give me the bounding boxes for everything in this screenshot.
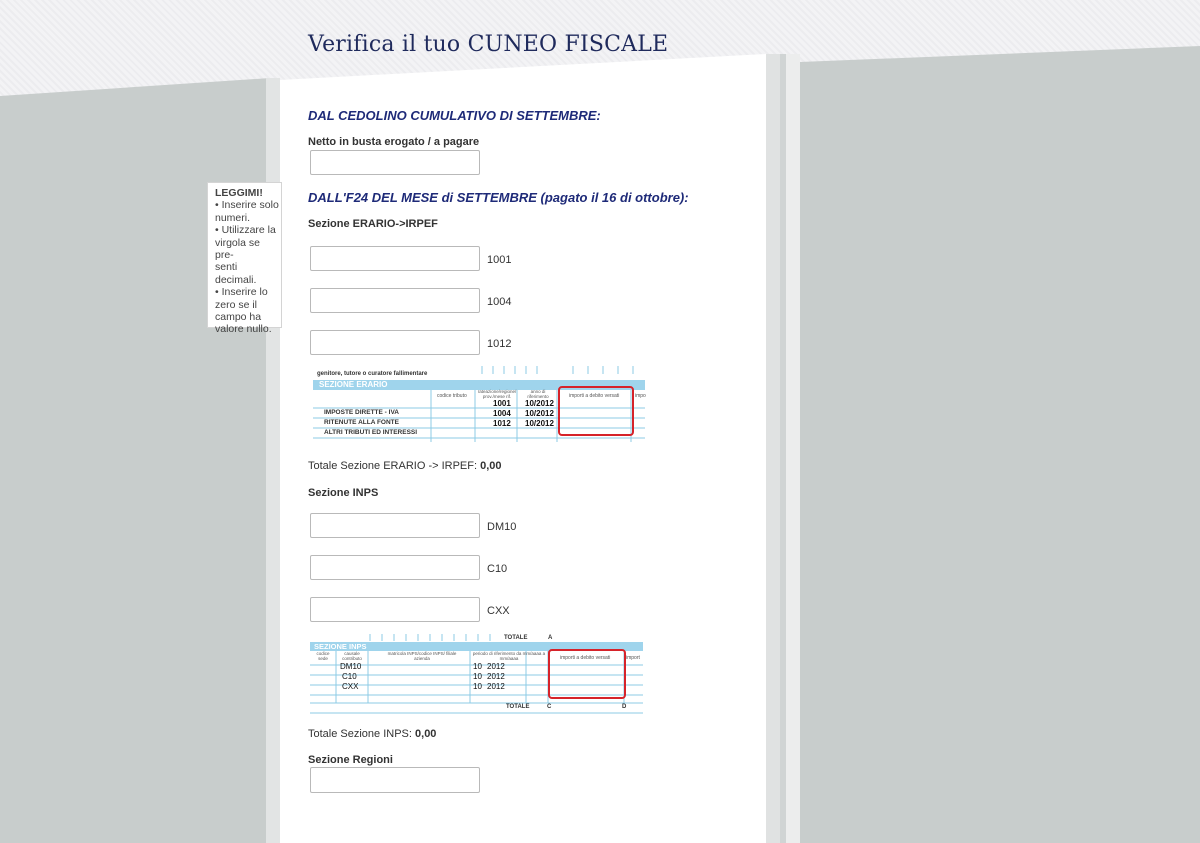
leggimi-line: • Utilizzare la (215, 224, 276, 237)
f24-inps-year: 2012 (487, 672, 505, 681)
f24-erario-year: 10/2012 (525, 419, 554, 428)
f24-erario-code: 1004 (493, 409, 511, 418)
erario-label: Sezione ERARIO->IRPEF (308, 218, 438, 230)
f24-erario-code: 1012 (493, 419, 511, 428)
cedolino-heading: DAL CEDOLINO CUMULATIVO DI SETTEMBRE: (308, 108, 601, 123)
inps-c10-input[interactable] (310, 555, 480, 580)
netto-label: Netto in busta erogato / a pagare (308, 136, 480, 148)
f24-erario-row-label: IMPOSTE DIRETTE - IVA (324, 409, 399, 416)
f24-inps-year: 2012 (487, 662, 505, 671)
f24-inps-top-a: A (548, 635, 553, 641)
erario-code-1001: 1001 (487, 254, 512, 266)
f24-erario-col-codice: codice tributo (437, 393, 467, 399)
erario-total-label: Totale Sezione ERARIO -> IRPEF: (308, 460, 478, 472)
f24-inps-causale: C10 (342, 672, 357, 681)
f24-erario-col-importi: importi a debito versati (569, 393, 620, 399)
f24-erario-band-title: SEZIONE ERARIO (319, 380, 388, 389)
inps-code-cxx: CXX (487, 605, 510, 617)
regioni-input[interactable] (310, 767, 480, 793)
f24-inps-bottom-c: C (547, 704, 552, 710)
f24-erario-col-importi-cut: impo (635, 393, 646, 399)
f24-erario-col-anno: anno di riferimento (527, 389, 549, 399)
f24-erario-year: 10/2012 (525, 409, 554, 418)
leggimi-line: campo ha (215, 311, 262, 324)
inps-dm10-input[interactable] (310, 513, 480, 538)
f24-inps-col-matricola: matricola INPS/codice INPS/ filiale azienda (387, 651, 457, 661)
page-title: Verifica il tuo CUNEO FISCALE (308, 32, 669, 57)
leggimi-line: senti decimali. (215, 261, 257, 286)
f24-inps-month: 10 (473, 682, 482, 691)
erario-total (308, 460, 502, 472)
leggimi-line: numeri. (215, 211, 251, 224)
f24-erario-year: 10/2012 (525, 399, 554, 408)
f24-inps-bottom-totale: TOTALE (506, 704, 530, 710)
erario-code-1012: 1012 (487, 338, 512, 350)
f24-inps-top-totale: TOTALE (504, 635, 528, 641)
leggimi-line: valore nullo. (215, 323, 272, 336)
leggimi-line: zero se il (215, 298, 258, 311)
f24-inps-col-importi: importi a debito versati (560, 655, 611, 661)
erario-total-value: 0,00 (480, 460, 502, 472)
f24-inps-col-periodo: periodo di riferimento da mm/aaaa a mm/aaaa (472, 651, 546, 661)
f24-erario-code: 1001 (493, 399, 511, 408)
inps-total-value: 0,00 (415, 728, 437, 740)
background-panel-left (0, 0, 270, 843)
background-panel-right (800, 0, 1200, 843)
f24-inps-col-sede: codice sede (316, 651, 330, 661)
leggimi-line: virgola se pre- (215, 236, 260, 262)
netto-input[interactable] (310, 150, 480, 175)
erario-1012-input[interactable] (310, 330, 480, 355)
leggimi-title: LEGGIMI! (215, 187, 263, 199)
leggimi-line: • Inserire solo (215, 199, 279, 212)
f24-heading: DALL'F24 DEL MESE di SETTEMBRE (pagato il 16 di ottobre): (308, 190, 689, 205)
f24-inps-causale: CXX (342, 682, 359, 691)
inps-label: Sezione INPS (308, 487, 379, 499)
erario-1001-input[interactable] (310, 246, 480, 271)
f24-inps-month: 10 (473, 672, 482, 681)
f24-inps-highlight (548, 649, 626, 699)
f24-inps-image (310, 633, 643, 715)
f24-erario-highlight (558, 386, 634, 436)
inps-code-dm10: DM10 (487, 521, 517, 533)
inps-cxx-input[interactable] (310, 597, 480, 622)
background-panel-edge (766, 54, 800, 843)
f24-erario-row-label: ALTRI TRIBUTI ED INTERESSI (324, 429, 418, 436)
f24-erario-top-text: genitore, tutore o curatore fallimentare (317, 371, 428, 377)
f24-inps-band-title: SEZIONE INPS (314, 642, 367, 651)
inps-total (308, 728, 436, 740)
erario-code-1004: 1004 (487, 296, 512, 308)
f24-inps-col-causale: causale contributo (342, 651, 362, 661)
erario-1004-input[interactable] (310, 288, 480, 313)
inps-total-label: Totale Sezione INPS: (308, 728, 412, 740)
regioni-label: Sezione Regioni (308, 754, 393, 766)
f24-erario-col-rateazione: rateazione/regione/ prov./mese rif. (477, 389, 517, 399)
f24-inps-causale: DM10 (340, 662, 362, 671)
leggimi-note (207, 182, 282, 336)
inps-code-c10: C10 (487, 563, 508, 575)
leggimi-line: • Inserire lo (215, 286, 268, 299)
f24-inps-col-importi-cut: import (626, 655, 640, 661)
f24-erario-row-label: RITENUTE ALLA FONTE (324, 419, 399, 426)
f24-inps-month: 10 (473, 662, 482, 671)
f24-inps-bottom-d: D (622, 704, 627, 710)
f24-erario-image (313, 364, 645, 444)
f24-inps-year: 2012 (487, 682, 505, 691)
